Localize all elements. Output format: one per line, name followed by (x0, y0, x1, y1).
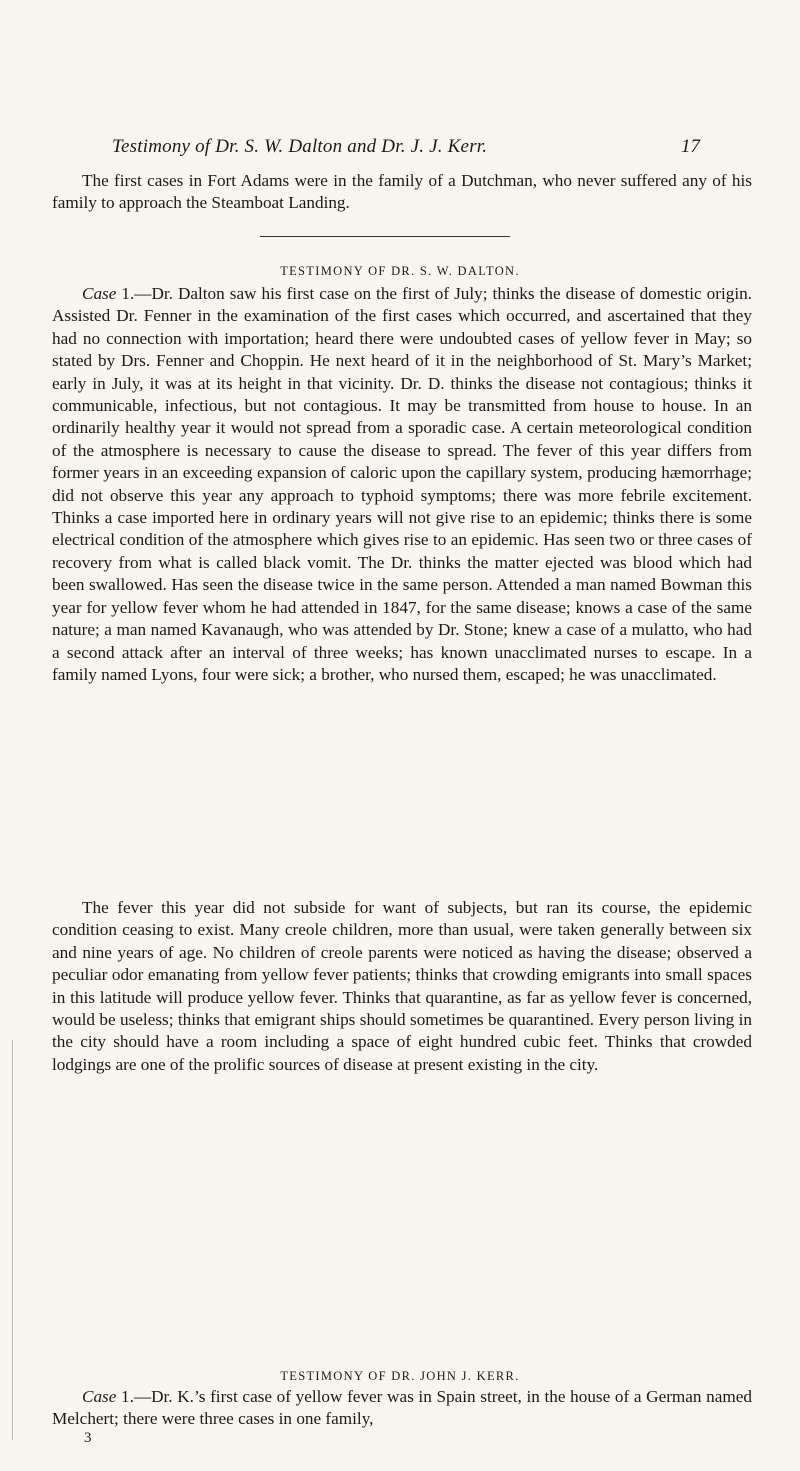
section-divider (260, 236, 510, 237)
dalton-heading: TESTIMONY OF DR. S. W. DALTON. (280, 264, 520, 278)
dalton-continuation-paragraph: The fever this year did not subside for want of subjects, but ran its course, the epidemic condition ceasing to exist. Many creole children, more than usual, were taken generally between six and nine years of age. No children of creole parents were noticed as having the disease; observed a peculiar odor emanating from yellow fever patients; thinks that crowding emigrants into small spaces in this latitude will produce yellow fever. Thinks that quarantine, as far as yellow fever is concerned, would be useless; thinks that emigrant ships should sometimes be quarantined. Every person living in the city should have a room including a space of eight hundred cubic feet. Thinks that crowded lodgings are one of the prolific sources of disease at present existing in the city. (52, 898, 752, 1074)
binding-edge (12, 1040, 13, 1440)
running-head: Testimony of Dr. S. W. Dalton and Dr. J. J. Kerr. (112, 136, 488, 157)
kerr-case-body: 1.—Dr. K.’s first case of yellow fever was in Spain street, in the house of a German named Melchert; there were three cases in one family, (52, 1387, 752, 1429)
kerr-heading: TESTIMONY OF DR. JOHN J. KERR. (280, 1369, 520, 1383)
signature-mark: 3 (84, 1430, 92, 1446)
dalton-case-paragraph (52, 283, 752, 686)
kerr-case-paragraph (52, 1386, 752, 1431)
dalton-case-label: Case (82, 284, 117, 303)
kerr-case-label: Case (82, 1387, 117, 1406)
page-number: 17 (681, 136, 700, 157)
dalton-case-body: 1.—Dr. Dalton saw his first case on the first of July; thinks the disease of domestic origin. Assisted Dr. Fenner in the examination of the first cases which occurred, and ascertained that they had no connection with importation; heard there were undoubted cases of yellow fever in May; so stated by Drs. Fenner and Choppin. He next heard of it in the neighborhood of St. Mary’s Market; early in July, it was at its height in that vicinity. Dr. D. thinks the disease not contagious; thinks it communicable, infectious, but not contagious. It may be transmitted from house to house. In an ordinarily healthy year it would not spread from a sporadic case. A certain meteorological condition of the atmosphere is necessary to cause the disease to spread. The fever of this year differs from former years in an exceeding expansion of caloric upon the capillary system, producing hæmorrhage; did not observe this year any approach to typhoid symptoms; there was more febrile excitement. Thinks a case imported here in ordinary years will not give rise to an epidemic; thinks there is some electrical condition of the atmosphere which gives rise to an epidemic. Has seen two or three cases of recovery from what is called black vomit. The Dr. thinks the matter ejected was blood which had been swallowed. Has seen the disease twice in the same person. Attended a man named Bowman this year for yellow fever whom he had attended in 1847, for the same disease; knows a case of the same nature; a man named Kavanaugh, who was attended by Dr. Stone; knew a case of a mulatto, who had a second attack after an interval of three weeks; has known unacclimated nurses to escape. In a family named Lyons, four were sick; a brother, who nursed them, escaped; he was unacclimated. (52, 284, 752, 684)
intro-paragraph: The first cases in Fort Adams were in the family of a Dutchman, who never suffered any of his family to approach the Steamboat Landing. (52, 171, 752, 213)
